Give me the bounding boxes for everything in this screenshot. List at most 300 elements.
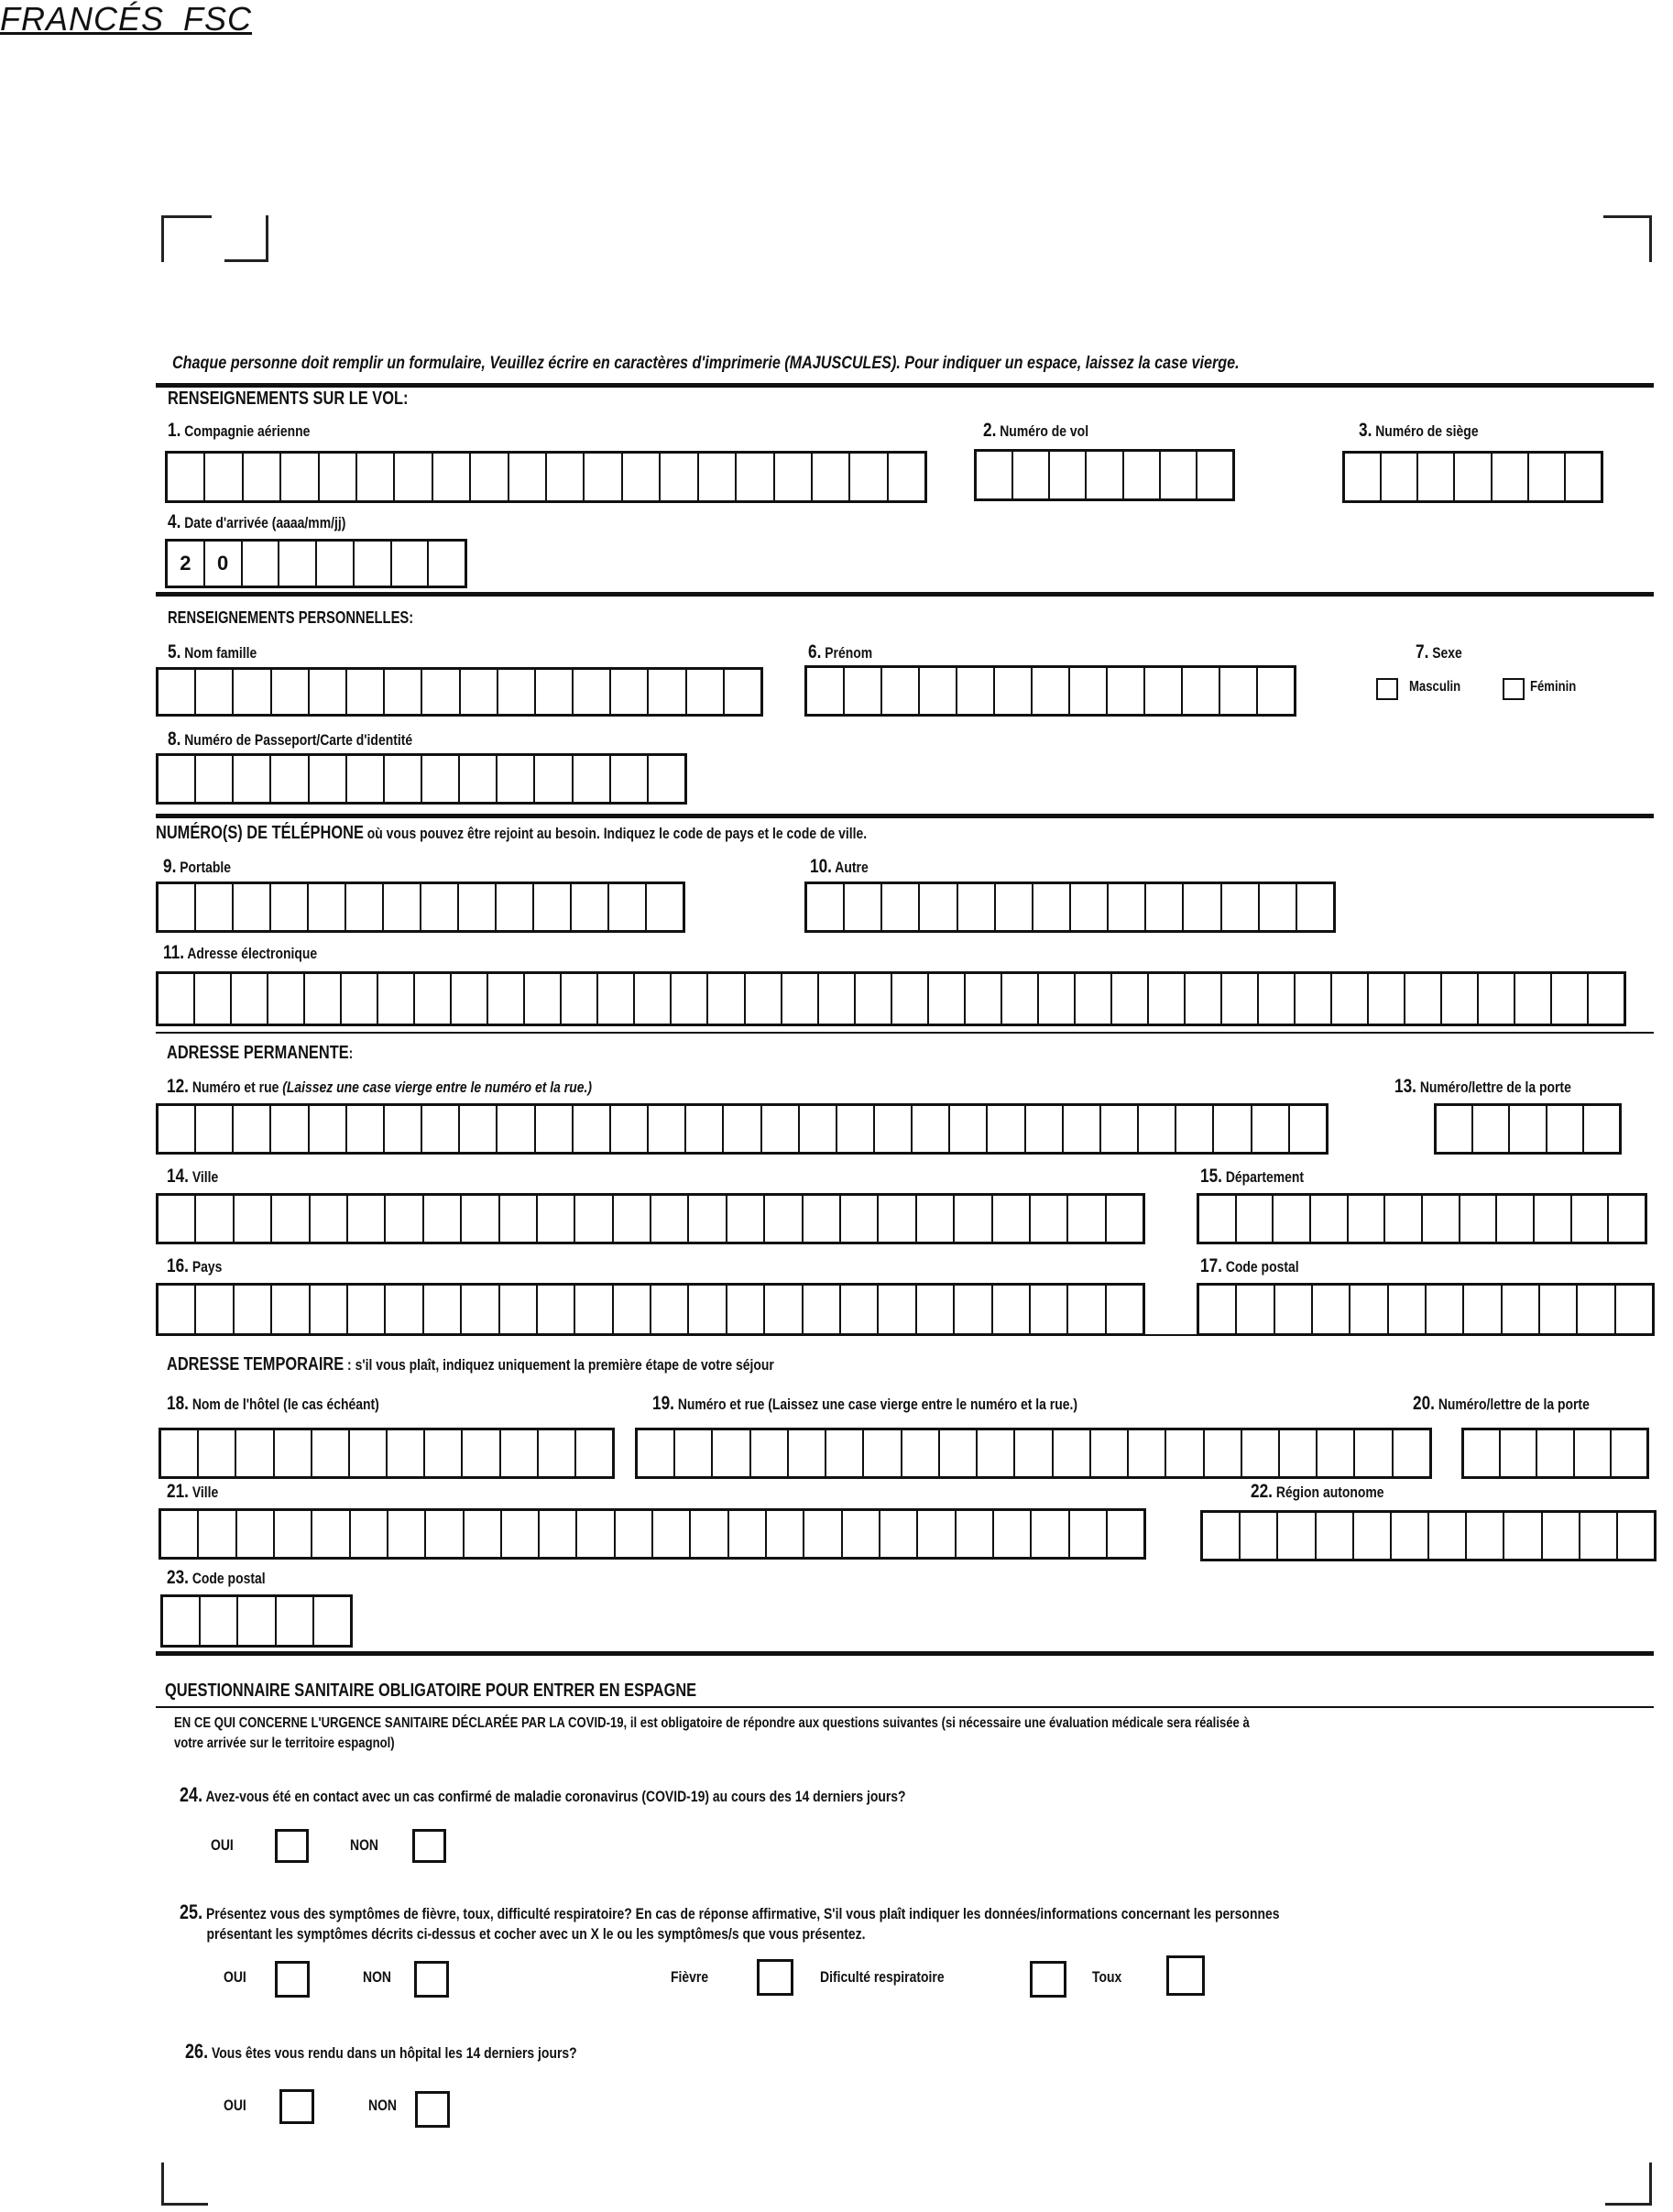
char-cell (1405, 974, 1442, 1024)
char-cell (1109, 884, 1146, 930)
char-cell (1297, 884, 1333, 930)
char-cell (879, 1196, 916, 1242)
char-cell (232, 974, 268, 1024)
char-cell (614, 1196, 651, 1242)
section-title-temporary-address: ADRESSE TEMPORAIRE : s'il vous plaît, indiquez uniquement la première étape de votre séjour (167, 1354, 774, 1374)
char-cell (1186, 974, 1222, 1024)
char-cell (1220, 668, 1258, 714)
label-department: 15. Département (1200, 1166, 1305, 1187)
char-cell (841, 1196, 879, 1242)
label-city: 14. Ville (167, 1166, 219, 1187)
label-mobile: 9. Portable (163, 856, 232, 877)
char-cell (649, 756, 684, 802)
char-cell (995, 668, 1033, 714)
char-cell (1002, 974, 1039, 1024)
char-cell (1101, 1106, 1139, 1152)
char-cell (1418, 454, 1455, 500)
char-cell (1258, 668, 1294, 714)
char-cell (1033, 668, 1070, 714)
label-q24-yes: OUI (211, 1836, 234, 1854)
char-cell (1540, 1286, 1578, 1333)
divider (156, 1032, 1654, 1034)
char-cell (237, 1511, 275, 1557)
section-title-phone: NUMÉRO(S) DE TÉLÉPHONE où vous pouvez être rejoint au besoin. Indiquez le code de pays et le code de ville. (156, 823, 868, 843)
char-cell (574, 1106, 611, 1152)
char-cell (509, 454, 547, 500)
form-instructions: Chaque personne doit remplir un formulaire, Veuillez écrire en caractères d'imprimerie (MAJUSCULES). Pour indiquer un espace, laissez la case vierge. (172, 354, 1240, 373)
char-cell (1013, 452, 1050, 498)
char-cell (535, 756, 573, 802)
char-cell (1054, 1430, 1091, 1476)
char-cell (920, 668, 957, 714)
char-cell (275, 1430, 312, 1476)
char-cell (1612, 1430, 1646, 1476)
input-postal-code[interactable] (1197, 1283, 1655, 1336)
char-cell (422, 756, 460, 802)
char-cell (205, 454, 243, 500)
char-cell (385, 756, 422, 802)
input-region[interactable] (1200, 1510, 1657, 1561)
input-seat-number[interactable] (1342, 451, 1603, 503)
char-cell (501, 1430, 539, 1476)
char-cell (395, 454, 432, 500)
label-fever: Fièvre (671, 1968, 709, 1986)
input-airline[interactable] (165, 451, 927, 503)
char-cell (195, 974, 232, 1024)
checkbox-q24-yes[interactable] (275, 1829, 309, 1863)
char-cell (1197, 452, 1232, 498)
char-cell (462, 1286, 499, 1333)
char-cell (461, 670, 498, 714)
input-last-name[interactable] (156, 667, 763, 717)
char-cell (272, 1286, 310, 1333)
char-cell (1108, 1511, 1143, 1557)
char-cell (159, 974, 195, 1024)
char-cell (1584, 1106, 1619, 1152)
char-cell (159, 1106, 196, 1152)
char-cell (426, 1511, 464, 1557)
char-cell (1146, 884, 1184, 930)
char-cell (348, 1196, 386, 1242)
char-cell (350, 1430, 388, 1476)
char-cell (1392, 1513, 1429, 1559)
section-title-flight: RENSEIGNEMENTS SUR LE VOL: (168, 389, 409, 409)
char-cell (1296, 974, 1332, 1024)
char-cell (918, 1511, 956, 1557)
char-cell (1184, 884, 1221, 930)
char-cell (708, 974, 745, 1024)
char-cell (767, 1511, 804, 1557)
char-cell (462, 1196, 499, 1242)
char-cell (1350, 1286, 1388, 1333)
char-cell (691, 1511, 728, 1557)
char-cell (385, 670, 422, 714)
char-cell (1260, 884, 1297, 930)
checkbox-q25-yes[interactable] (275, 1961, 310, 1998)
char-cell (1076, 974, 1112, 1024)
char-cell (699, 454, 737, 500)
char-cell (800, 1106, 837, 1152)
char-cell (534, 884, 572, 930)
checkbox-breathing-difficulty[interactable] (1030, 1961, 1066, 1998)
char-cell (196, 884, 234, 930)
char-cell (649, 670, 686, 714)
char-cell (955, 1196, 992, 1242)
char-cell (384, 884, 421, 930)
corner-mark-top-right (1603, 215, 1652, 262)
char-cell (1382, 454, 1418, 500)
char-cell (1572, 1196, 1610, 1242)
label-email: 11. Adresse électronique (163, 942, 318, 963)
divider (156, 1706, 1654, 1708)
char-cell (385, 1106, 422, 1152)
char-cell (163, 1597, 201, 1645)
char-cell (1537, 1430, 1574, 1476)
char-cell (574, 756, 611, 802)
char-cell (577, 1511, 615, 1557)
checkbox-q26-no[interactable] (415, 2091, 450, 2128)
char-cell (1050, 452, 1087, 498)
char-cell (342, 974, 378, 1024)
char-cell (1318, 1430, 1355, 1476)
char-cell (311, 1286, 348, 1333)
char-cell (1618, 1513, 1654, 1559)
input-temp-city[interactable] (159, 1508, 1146, 1560)
char-cell (1176, 1106, 1214, 1152)
char-cell (1237, 1286, 1274, 1333)
char-cell (729, 1511, 767, 1557)
char-cell (1237, 1196, 1274, 1242)
char-cell (1609, 1196, 1645, 1242)
char-cell (913, 1106, 950, 1152)
char-cell (465, 1511, 502, 1557)
char-cell (1552, 974, 1589, 1024)
char-cell (819, 974, 856, 1024)
label-passport: 8. Numéro de Passeport/Carte d'identité (168, 728, 413, 750)
char-cell (1039, 974, 1076, 1024)
char-cell (651, 1196, 689, 1242)
char-cell (320, 454, 357, 500)
input-department[interactable] (1197, 1193, 1647, 1244)
char-cell (538, 1196, 575, 1242)
char-cell (1068, 1196, 1106, 1242)
char-cell (201, 1597, 238, 1645)
label-female: Féminin (1530, 679, 1577, 695)
divider (1145, 1334, 1197, 1336)
input-door[interactable] (1434, 1103, 1622, 1155)
char-cell (562, 974, 598, 1024)
char-cell (1033, 884, 1071, 930)
char-cell (585, 454, 622, 500)
input-mobile[interactable] (156, 882, 685, 933)
char-cell (386, 1286, 423, 1333)
char-cell (623, 454, 661, 500)
char-cell (1311, 1196, 1349, 1242)
char-cell (1467, 1513, 1504, 1559)
char-cell (378, 974, 415, 1024)
label-airline: 1. Compagnie aérienne (168, 420, 311, 441)
char-cell (536, 1106, 574, 1152)
corner-mark-bottom-left (161, 2163, 208, 2206)
char-cell (1149, 974, 1186, 1024)
char-cell (725, 670, 760, 714)
char-cell (159, 1196, 196, 1242)
char-cell (1124, 452, 1161, 498)
char-cell (955, 1286, 992, 1333)
char-cell (1068, 1286, 1106, 1333)
char-cell (1112, 974, 1149, 1024)
char-cell (268, 974, 305, 1024)
date-digit-cell (243, 542, 280, 586)
char-cell (804, 1511, 842, 1557)
char-cell (538, 1286, 575, 1333)
char-cell (966, 974, 1002, 1024)
char-cell (1437, 1106, 1473, 1152)
char-cell (463, 1430, 500, 1476)
divider (156, 814, 1654, 818)
char-cell (1389, 1286, 1427, 1333)
char-cell (199, 1430, 236, 1476)
char-cell (875, 1106, 913, 1152)
char-cell (957, 1511, 994, 1557)
char-cell (1575, 1430, 1612, 1476)
char-cell (238, 1597, 276, 1645)
char-cell (653, 1511, 691, 1557)
char-cell (388, 1511, 426, 1557)
char-cell (168, 454, 205, 500)
char-cell (1145, 668, 1183, 714)
char-cell (1139, 1106, 1176, 1152)
checkbox-q26-yes[interactable] (279, 2089, 314, 2124)
char-cell (236, 1430, 274, 1476)
label-country: 16. Pays (167, 1255, 223, 1276)
char-cell (920, 884, 957, 930)
char-cell (1199, 1196, 1237, 1242)
char-cell (422, 670, 460, 714)
char-cell (686, 1106, 724, 1152)
char-cell (459, 884, 497, 930)
char-cell (1070, 668, 1108, 714)
char-cell (826, 1430, 864, 1476)
label-q26-yes: OUI (224, 2097, 246, 2114)
char-cell (1535, 1196, 1572, 1242)
checkbox-q24-no[interactable] (412, 1829, 446, 1863)
char-cell (159, 884, 196, 930)
char-cell (539, 1430, 576, 1476)
char-cell (1183, 668, 1220, 714)
char-cell (1442, 974, 1479, 1024)
char-cell (1242, 1430, 1280, 1476)
char-cell (314, 1597, 350, 1645)
checkbox-fever[interactable] (757, 1959, 793, 1996)
date-digit-cell (429, 542, 465, 586)
char-cell (889, 454, 924, 500)
char-cell (575, 1196, 613, 1242)
divider (156, 383, 1654, 388)
label-other-phone: 10. Autre (810, 856, 869, 877)
char-cell (1543, 1513, 1580, 1559)
char-cell (500, 1196, 538, 1242)
input-temp-postal[interactable] (160, 1594, 353, 1648)
char-cell (1071, 884, 1109, 930)
char-cell (1091, 1430, 1129, 1476)
char-cell (196, 1106, 234, 1152)
input-temp-street[interactable] (635, 1428, 1432, 1479)
char-cell (1031, 1196, 1068, 1242)
char-cell (388, 1430, 425, 1476)
date-digit-cell (355, 542, 392, 586)
document-header: FRANCÉS_FSC (0, 0, 253, 38)
char-cell (638, 1430, 675, 1476)
input-flight-number[interactable] (974, 449, 1235, 501)
char-cell (1369, 974, 1405, 1024)
char-cell (807, 884, 845, 930)
input-city[interactable] (156, 1193, 1145, 1244)
char-cell (651, 1286, 689, 1333)
question-24: 24. Avez-vous été en contact avec un cas confirmé de maladie coronavirus (COVID-19) au cours des 14 derniers jours? (180, 1783, 906, 1806)
char-cell (727, 1196, 765, 1242)
char-cell (724, 1106, 761, 1152)
label-male: Masculin (1409, 679, 1461, 695)
char-cell (1205, 1430, 1242, 1476)
char-cell (1203, 1513, 1241, 1559)
char-cell (498, 1106, 535, 1152)
char-cell (310, 756, 347, 802)
char-cell (977, 452, 1013, 498)
input-arrival-date[interactable] (165, 539, 467, 588)
char-cell (347, 670, 385, 714)
char-cell (1087, 452, 1123, 498)
char-cell (488, 974, 525, 1024)
char-cell (1501, 1430, 1537, 1476)
char-cell (616, 1511, 653, 1557)
char-cell (892, 974, 929, 1024)
char-cell (1429, 1513, 1467, 1559)
char-cell (804, 1196, 841, 1242)
char-cell (746, 974, 782, 1024)
char-cell (1313, 1286, 1350, 1333)
char-cell (1394, 1430, 1429, 1476)
date-digit-cell (317, 542, 355, 586)
char-cell (635, 974, 672, 1024)
question-25: 25. Présentez vous des symptômes de fièvre, toux, difficulté respiratoire? En cas de réponse affirmative, S'il vous plaît indiquer les données/informations concernant les personnes présentant les symptômes décrits ci-dessus et cocher avec un X le ou les symptômes/s que vous présentez. (180, 1900, 1280, 1943)
char-cell (1464, 1286, 1502, 1333)
section-title-personal: RENSEIGNEMENTS PERSONNELLES: (168, 608, 414, 627)
char-cell (813, 454, 850, 500)
char-cell (1345, 454, 1382, 500)
label-seat-number: 3. Numéro de siège (1359, 420, 1479, 441)
char-cell (765, 1286, 803, 1333)
char-cell (1547, 1106, 1584, 1152)
label-temp-street: 19. Numéro et rue (Laissez une case vierge entre le numéro et la rue.) (652, 1393, 1078, 1414)
label-postal-code: 17. Code postal (1200, 1255, 1299, 1276)
char-cell (244, 454, 281, 500)
char-cell (737, 454, 774, 500)
input-temp-door[interactable] (1461, 1428, 1649, 1479)
char-cell (882, 884, 920, 930)
char-cell (422, 1106, 460, 1152)
input-hotel[interactable] (159, 1428, 615, 1479)
char-cell (1349, 1196, 1386, 1242)
label-temp-door: 20. Numéro/lettre de la porte (1413, 1393, 1590, 1414)
char-cell (425, 1430, 463, 1476)
char-cell (452, 974, 488, 1024)
char-cell (940, 1430, 978, 1476)
char-cell (161, 1511, 199, 1557)
char-cell (993, 1286, 1031, 1333)
char-cell (841, 1286, 879, 1333)
char-cell (1031, 1286, 1068, 1333)
char-cell (1504, 1513, 1542, 1559)
char-cell (572, 884, 609, 930)
input-passport[interactable] (156, 753, 687, 805)
char-cell (196, 670, 234, 714)
checkbox-female[interactable] (1503, 678, 1525, 700)
char-cell (1161, 452, 1197, 498)
char-cell (1222, 884, 1260, 930)
input-street[interactable] (156, 1103, 1329, 1155)
char-cell (1280, 1430, 1318, 1476)
char-cell (1166, 1430, 1204, 1476)
char-cell (310, 670, 347, 714)
char-cell (159, 670, 196, 714)
char-cell (1427, 1286, 1464, 1333)
char-cell (762, 1106, 800, 1152)
input-country[interactable] (156, 1283, 1145, 1336)
char-cell (1510, 1106, 1547, 1152)
label-door: 13. Numéro/lettre de la porte (1394, 1076, 1571, 1097)
input-other-phone[interactable] (804, 882, 1336, 933)
char-cell (1108, 668, 1145, 714)
checkbox-cough[interactable] (1166, 1955, 1205, 1996)
char-cell (988, 1106, 1025, 1152)
char-cell (312, 1430, 350, 1476)
char-cell (1332, 974, 1369, 1024)
input-email[interactable] (156, 971, 1626, 1026)
label-q24-no: NON (350, 1836, 378, 1854)
char-cell (196, 1286, 234, 1333)
char-cell (525, 974, 562, 1024)
char-cell (421, 884, 459, 930)
char-cell (471, 454, 508, 500)
char-cell (845, 884, 882, 930)
label-hotel: 18. Nom de l'hôtel (le cas échéant) (167, 1393, 379, 1414)
char-cell (649, 1106, 686, 1152)
checkbox-q25-no[interactable] (414, 1961, 449, 1998)
char-cell (807, 668, 845, 714)
char-cell (598, 974, 635, 1024)
char-cell (311, 1196, 348, 1242)
char-cell (271, 756, 309, 802)
char-cell (879, 1286, 916, 1333)
char-cell (348, 1286, 386, 1333)
char-cell (346, 884, 384, 930)
char-cell (843, 1511, 880, 1557)
checkbox-male[interactable] (1376, 678, 1398, 700)
char-cell (1580, 1513, 1618, 1559)
divider (156, 1651, 1654, 1656)
date-digit-cell: 0 (205, 542, 243, 586)
char-cell (689, 1286, 727, 1333)
char-cell (1275, 1286, 1313, 1333)
label-temp-city: 21. Ville (167, 1481, 219, 1502)
char-cell (957, 668, 995, 714)
char-cell (675, 1430, 713, 1476)
label-first-name: 6. Prénom (808, 641, 873, 663)
char-cell (880, 1511, 918, 1557)
char-cell (272, 670, 310, 714)
input-first-name[interactable] (804, 665, 1296, 717)
